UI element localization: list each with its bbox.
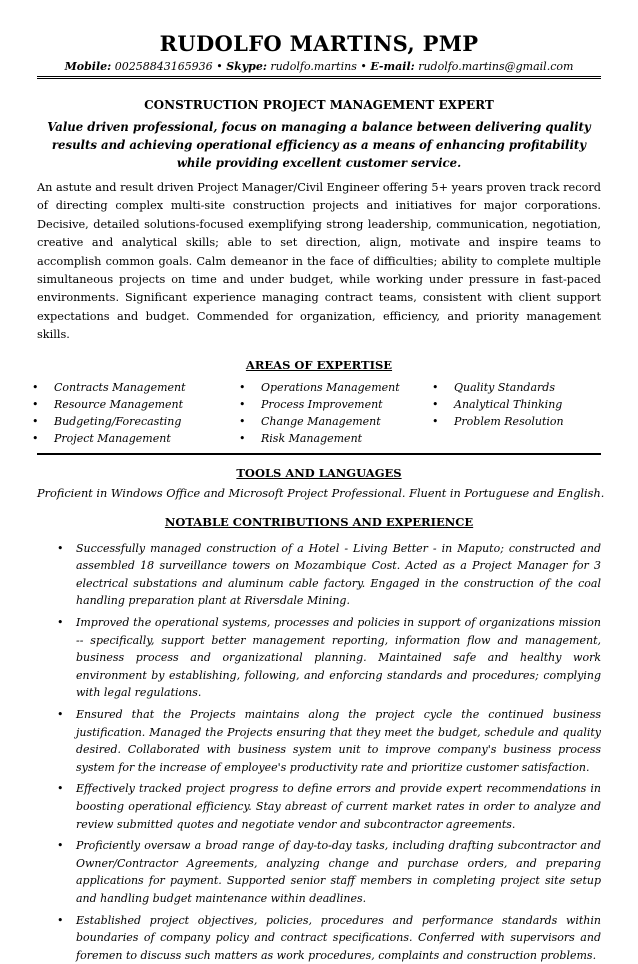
candidate-name: RUDOLFO MARTINS, PMP [159,31,479,56]
header-divider [37,76,601,79]
expertise-column-3 [437,379,597,447]
contributions-list [37,540,601,964]
expertise-list [37,379,601,447]
mobile-number: 00258843165936 [114,60,213,73]
expertise-item: • Problem Resolution [437,413,597,430]
expertise-heading: AREAS OF EXPERTISE [245,357,393,372]
expertise-item: • Contracts Management [37,379,244,396]
contact-line [37,60,601,74]
contribution-item: • Proficiently oversaw a broad range of day-to-day tasks, including drafting subcontractor and Owner/Contractor Agreements, analyzing change and purchase orders, and preparing applications for payment. Supported senior staff members in completing project site setup and handling budget maintenance within deadlines. [76,837,601,907]
expertise-item: • Analytical Thinking [437,396,597,413]
contributions-heading: NOTABLE CONTRIBUTIONS AND EXPERIENCE [164,514,474,529]
skype-label: Skype: [226,60,267,73]
mobile-label: Mobile: [64,60,112,73]
contact-separator: • [360,60,367,73]
contribution-item: • Successfully managed construction of a Hotel - Living Better - in Maputo; constructed and assembled 18 surveillance towers on Mozambique Cost. Acted as a Project Manager for 3 electrical substations and aluminum cable factory. Engaged in the construction of the coal handling preparation plant at Riversdale Mining. [76,540,601,610]
expertise-item: • Project Management [37,430,244,447]
expertise-column-2 [244,379,437,447]
contact-separator: • [216,60,223,73]
section-divider [37,453,601,455]
expertise-item: • Change Management [244,413,437,430]
professional-title: CONSTRUCTION PROJECT MANAGEMENT EXPERT [144,98,494,112]
skype-id: rudolfo.martins [270,60,357,73]
tools-text: Proficient in Windows Office and Microsoft Project Professional. Fluent in Portuguese and English. [37,486,605,500]
professional-tagline: Value driven professional, focus on managing a balance between delivering quality results and achieving operational efficiency as a means of enhancing profitability while providing excellent customer service. [47,120,591,170]
contribution-item: • Established project objectives, policies, procedures and performance standards within boundaries of company policy and contract specifications. Conferred with supervisors and foremen to discuss such matters as work procedures, complaints and construction problems. [76,912,601,964]
expertise-item: • Process Improvement [244,396,437,413]
expertise-column-1 [37,379,244,447]
expertise-item: • Resource Management [37,396,244,413]
expertise-item: • Risk Management [244,430,437,447]
contribution-item: • Improved the operational systems, processes and policies in support of organizations mission -- specifically, support better management reporting, information flow and management, business process and organizational planning. Maintained safe and healthy work environment by establishing, following, and enforcing standards and procedures; complying with legal regulations. [76,614,601,702]
email-label: E-mail: [370,60,415,73]
expertise-item: • Quality Standards [437,379,597,396]
professional-summary: An astute and result driven Project Manager/Civil Engineer offering 5+ years proven track record of directing complex multi-site construction projects and initiatives for major corporations. Decisive, detailed solutions-focused exemplifying strong leadership, communication, negotiation, creative and analytical skills; able to set direction, align, motivate and inspire teams to accomplish common goals. Calm demeanor in the face of difficulties; ability to complete multiple simultaneous projects on time and under budget, while working under pressure in fast-paced environments. Significant experience managing contract teams, consistent with client support expectations and budget. Commended for organization, efficiency, and priority management skills. [37,181,601,342]
email-address: rudolfo.martins@gmail.com [418,60,574,73]
tools-heading: TOOLS AND LANGUAGES [236,465,402,480]
expertise-item: • Budgeting/Forecasting [37,413,244,430]
expertise-item: • Operations Management [244,379,437,396]
contribution-item: • Ensured that the Projects maintains along the project cycle the continued business justification. Managed the Projects ensuring that they meet the budget, schedule and quality desired. Collaborated with business system unit to improve company's business process system for the increase of employee's productivity rate and prioritize customer satisfaction. [76,706,601,776]
contribution-item: • Effectively tracked project progress to define errors and provide expert recommendations in boosting operational efficiency. Stay abreast of current market rates in order to analyze and review submitted quotes and negotiate vendor and subcontractor agreements. [76,780,601,833]
